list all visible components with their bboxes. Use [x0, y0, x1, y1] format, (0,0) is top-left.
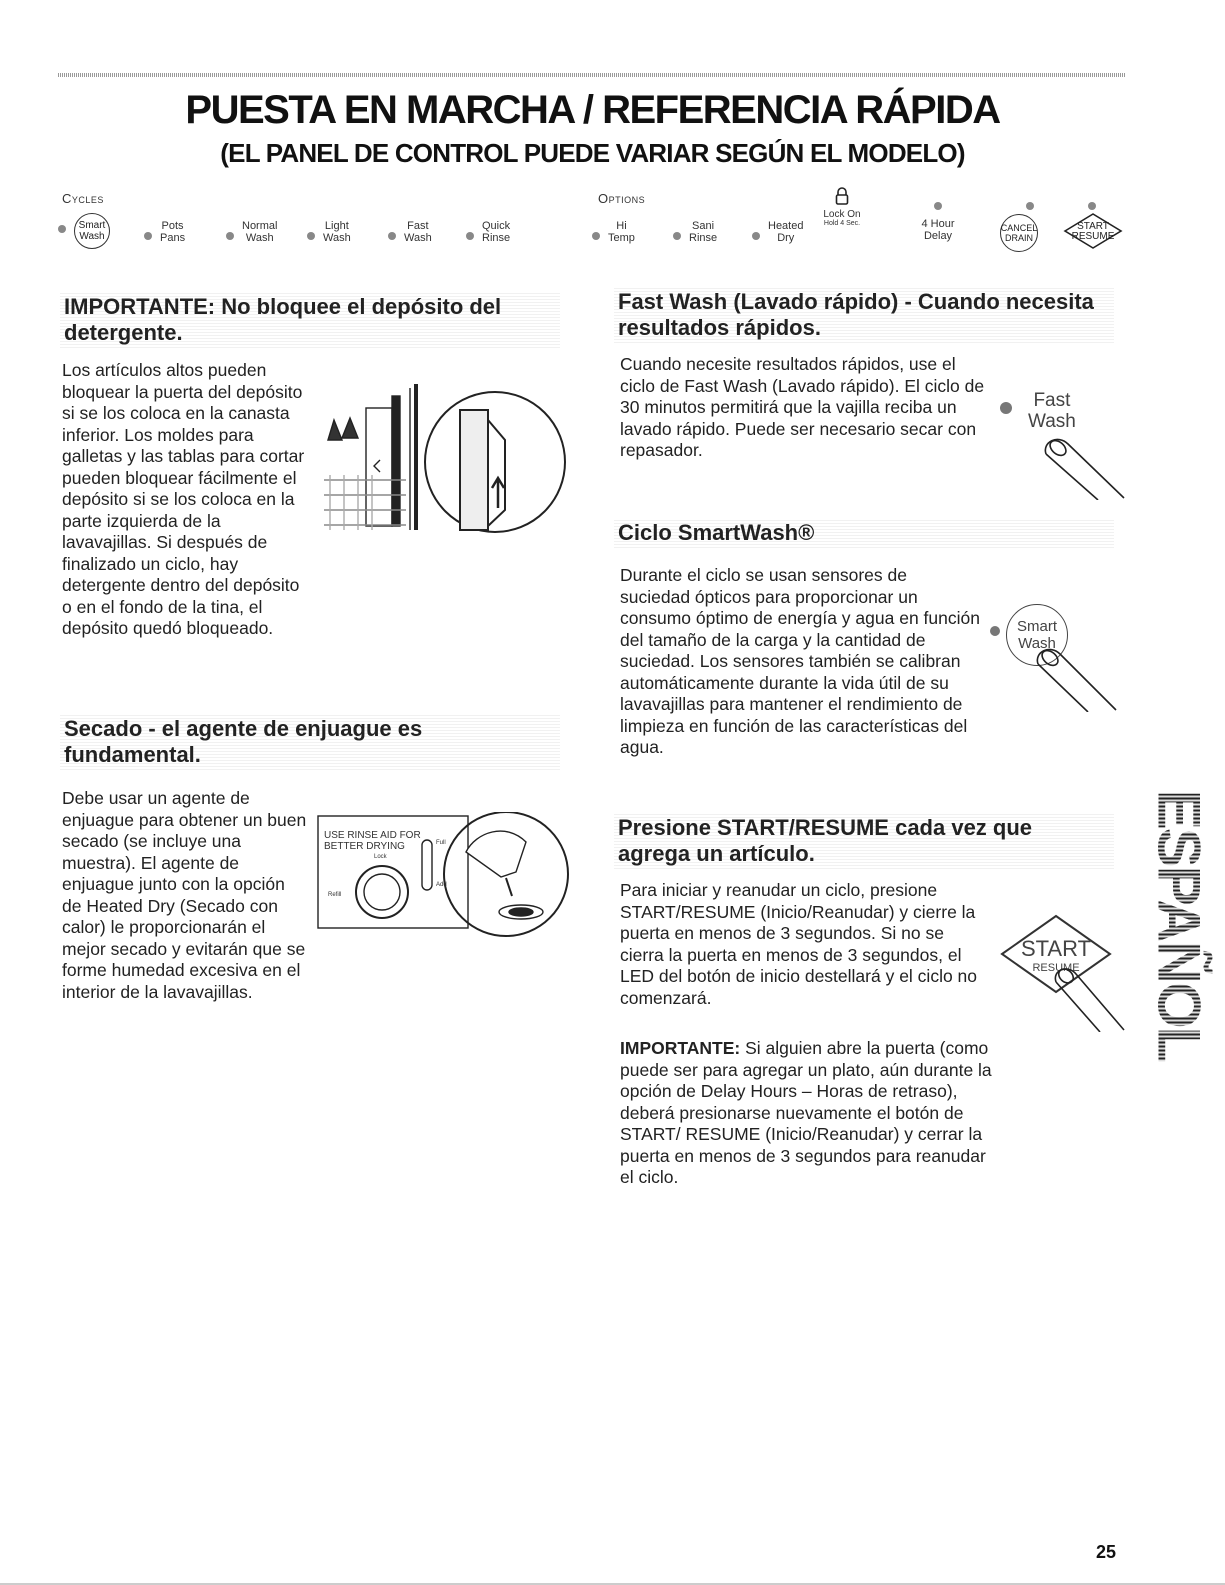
start-resume-label: START RESUME	[1071, 221, 1115, 242]
led-indicator	[226, 232, 234, 240]
cancel-drain-label: CANCEL DRAIN	[1000, 214, 1038, 252]
cycle-normal-wash-button[interactable]	[226, 220, 277, 244]
options-label: Options	[598, 191, 646, 206]
lock-label: Lock On	[823, 209, 861, 220]
rinse-aid-dispenser-illustration	[316, 812, 572, 942]
led-indicator	[934, 202, 942, 210]
led-indicator	[388, 232, 396, 240]
option-hi-temp-button[interactable]	[592, 220, 635, 244]
section-smartwash	[614, 518, 1114, 548]
option-4-hour-delay-button[interactable]	[916, 202, 960, 242]
cycles-label: Cycles	[62, 191, 104, 206]
section-start-resume	[614, 813, 1114, 869]
cycle-light-wash-button[interactable]	[307, 220, 351, 244]
led-indicator	[58, 225, 66, 233]
fastwash-heading: Fast Wash (Lavado rápido) - Cuando necesita resultados rápidos.	[614, 287, 1114, 343]
led-indicator	[1026, 202, 1034, 210]
led-indicator	[990, 626, 1000, 636]
led-indicator	[592, 232, 600, 240]
start-resume-diamond	[1062, 212, 1124, 250]
start-important	[620, 1038, 992, 1189]
option-heated-dry-button[interactable]	[752, 220, 803, 244]
start-important-label: IMPORTANTE:	[620, 1038, 741, 1058]
smartwash-button-label: Smart Wash	[1006, 604, 1068, 666]
dispenser-add-label: Add	[436, 882, 447, 888]
cycle-light-wash-label: Light Wash	[323, 220, 351, 244]
top-rule	[58, 73, 1126, 77]
drying-body: Debe usar un agente de enjuague para obtener un buen secado (se incluye una muestra). El agente de enjuague junto con la opción de Heated Dry (Secado con calor) le proporcionarán el mejor secado y evitarán que se forme humedad excesiva en el interior de la lavavajillas.	[62, 788, 307, 1002]
option-sani-rinse-label: Sani Rinse	[689, 220, 718, 244]
led-indicator	[466, 232, 474, 240]
drying-heading: Secado - el agente de enjuague es fundamental.	[60, 714, 560, 770]
start-button-illustration	[998, 912, 1126, 1032]
start-heading: Presione START/RESUME cada vez que agrega un artículo.	[614, 813, 1114, 869]
led-indicator	[673, 232, 681, 240]
fastwash-button-label: Fast Wash	[1028, 390, 1076, 432]
rack-detergent-icon	[320, 380, 572, 550]
cycle-fast-wash-button[interactable]	[388, 220, 432, 244]
led-indicator	[307, 232, 315, 240]
smartwash-heading: Ciclo SmartWash®	[614, 518, 1114, 548]
dispenser-refill-label: Refill	[328, 892, 342, 898]
section-drying	[60, 714, 560, 770]
detergent-heading: IMPORTANTE: No bloquee el depósito del detergente.	[60, 292, 560, 348]
cycle-pots-pans-button[interactable]	[144, 220, 185, 244]
finger-icon	[1048, 964, 1126, 1032]
led-indicator	[1088, 202, 1096, 210]
cycle-normal-wash-label: Normal Wash	[242, 220, 278, 244]
section-detergent	[60, 292, 560, 348]
dispenser-label: USE RINSE AID FOR BETTER DRYING	[324, 830, 421, 852]
option-sani-rinse-button[interactable]	[673, 220, 717, 244]
fastwash-body: Cuando necesite resultados rápidos, use el ciclo de Fast Wash (Lavado rápido). El ciclo de 30 minutos permitirá que la vajilla reciba un lavado rápido. Puede ser necesario secar con repasador.	[620, 354, 985, 460]
lock-sub-label: Hold 4 Sec.	[823, 220, 861, 227]
start-important-body: Si alguien abre la puerta (como puede ser para agregar un plato, aún durante la opción de Delay Hours – Horas de retraso), deberá presionarse nuevamente el botón de START/ RESUME (Inicio/Reanudar) y cerrar la puerta en menos de 3 segundos para reanudar el ciclo.	[620, 1038, 992, 1187]
fastwash-button-illustration	[998, 388, 1126, 500]
led-indicator	[144, 232, 152, 240]
option-heated-dry-label: Heated Dry	[768, 220, 804, 244]
start-resume-button[interactable]	[1062, 202, 1124, 250]
start-button-label: START	[1020, 936, 1092, 961]
detergent-body: Los artículos altos pueden bloquear la puerta del depósito si se los coloca en la canasta inferior. Los moldes para galletas y las tablas para cortar pueden bloquear fácilmente el depósito si se los coloca en la parte izquierda de la lavavajillas. Si después de finalizado un ciclo, hay detergente dentro del depósito o en el fondo de la tina, el depósito quedó bloqueado.	[62, 360, 305, 638]
option-4-hour-delay-label: 4 Hour Delay	[921, 218, 955, 242]
cycle-pots-pans-label: Pots Pans	[160, 220, 186, 244]
option-hi-temp-label: Hi Temp	[608, 220, 635, 244]
start-body: Para iniciar y reanudar un ciclo, presione START/RESUME (Inicio/Reanudar) y cierre la puerta en menos de 3 segundos. Si no se cierra la puerta en menos de 3 segundos, el LED del botón de inicio destellará y el ciclo no comenzará.	[620, 880, 978, 1008]
smartwash-button-illustration	[988, 602, 1118, 714]
page-subtitle: (EL PANEL DE CONTROL PUEDE VARIAR SEGÚN EL MODELO)	[220, 138, 965, 168]
cancel-drain-button[interactable]	[1000, 202, 1038, 252]
section-fastwash	[614, 287, 1114, 343]
cycle-fast-wash-label: Fast Wash	[404, 220, 432, 244]
dispenser-lock-label: Lock	[374, 854, 387, 860]
language-side-tab	[1145, 789, 1213, 1061]
lock-indicator	[812, 187, 872, 228]
cycle-quick-rinse-label: Quick Rinse	[482, 220, 511, 244]
finger-icon	[1038, 434, 1126, 500]
finger-icon	[1028, 642, 1118, 712]
lock-icon	[835, 187, 849, 205]
cycle-quick-rinse-button[interactable]	[466, 220, 510, 244]
led-indicator	[1000, 402, 1012, 414]
led-indicator	[752, 232, 760, 240]
language-tab-label: ESPAÑOL	[1145, 789, 1213, 1061]
page-number: 25	[1096, 1542, 1117, 1562]
start-button-sub-label: RESUME	[1032, 962, 1080, 974]
dispenser-full-label: Full	[436, 840, 446, 846]
cycle-smart-wash-label: Smart Wash	[74, 213, 110, 249]
page-title: PUESTA EN MARCHA / REFERENCIA RÁPIDA	[185, 88, 1000, 132]
cycle-smart-wash-button[interactable]	[58, 213, 110, 249]
dishwasher-rack-illustration	[320, 380, 572, 550]
smartwash-body: Durante el ciclo se usan sensores de suciedad ópticos para proporcionar un consumo óptimo de energía y agua en función del tamaño de la carga y la cantidad de suciedad. Los sensores también se calibran automáticamente durante la vida útil de su lavavajillas para mantener el rendimiento de limpieza en función de las características del agua.	[620, 565, 980, 757]
